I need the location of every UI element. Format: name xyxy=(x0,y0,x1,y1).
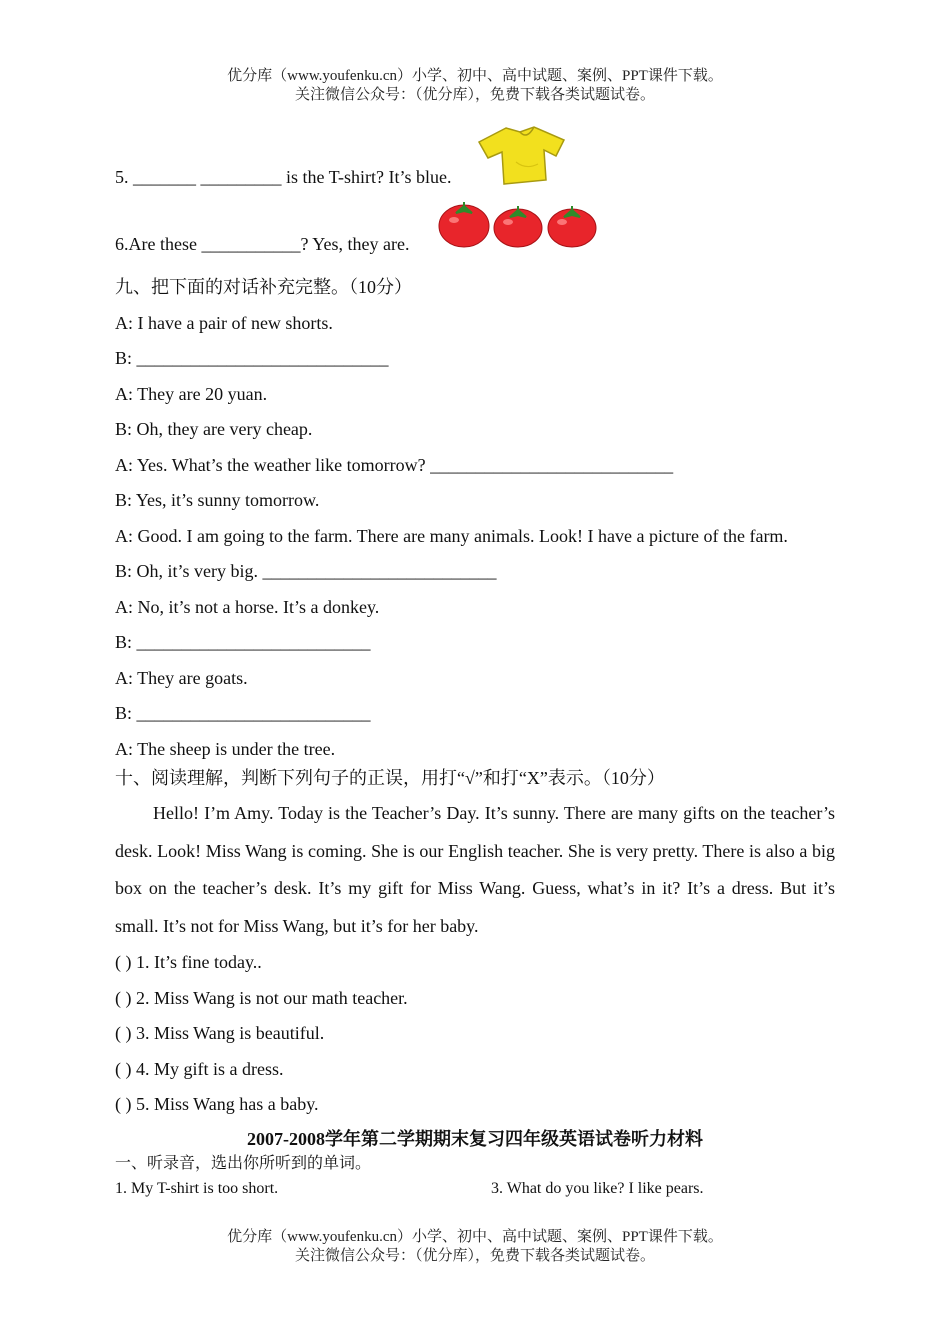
page-footer-line-2: 关注微信公众号：（优分库），免费下载各类试题试卷。 xyxy=(294,1248,655,1264)
reading-passage: Hello! I’m Amy. Today is the Teacher’s Day. It’s sunny. There are many gifts on the teacher’s desk. Look! Miss Wang is coming. She is our English teacher. She is very pretty. There is also a big box on the teacher’s desk. It’s my gift for Miss Wang. Guess, what’s in it? It’s a dress. But it’s small. It’s not for Miss Wang, but it’s for her baby. xyxy=(115,803,835,936)
page-header-line-1: 优分库（www.youfenku.cn）小学、初中、高中试题、案例、PPT课件下载。 xyxy=(227,68,723,84)
dialog-line: B: Oh, it’s very big. __________________________ xyxy=(115,561,497,581)
tomato-2 xyxy=(494,206,542,247)
dialog-line: B: __________________________ xyxy=(115,703,371,723)
dialog-line: B: Yes, it’s sunny tomorrow. xyxy=(115,490,320,510)
section-10-title: 十、阅读理解，判断下列句子的正误，用打“√”和打“X”表示。（10分） xyxy=(115,768,665,788)
page-footer-line-1: 优分库（www.youfenku.cn）小学、初中、高中试题、案例、PPT课件下载。 xyxy=(227,1229,723,1245)
listening-subtitle: 一、听录音，选出你所听到的单词。 xyxy=(115,1155,372,1172)
dialog-line: A: I have a pair of new shorts. xyxy=(115,313,333,333)
dialog-line: A: No, it’s not a horse. It’s a donkey. xyxy=(115,597,380,617)
section-9-title: 九、把下面的对话补充完整。（10分） xyxy=(115,277,412,297)
tomato-1 xyxy=(439,202,489,247)
dialog-line: A: They are goats. xyxy=(115,668,248,688)
true-false-item: ( ) 4. My gift is a dress. xyxy=(115,1059,284,1079)
dialog-line: B: Oh, they are very cheap. xyxy=(115,419,313,439)
tshirt-image xyxy=(476,122,568,186)
tomatoes-image xyxy=(436,198,600,250)
dialog-line: A: The sheep is under the tree. xyxy=(115,739,336,759)
dialog-line: A: They are 20 yuan. xyxy=(115,384,268,404)
dialog-line: B: __________________________ xyxy=(115,632,371,652)
true-false-item: ( ) 2. Miss Wang is not our math teacher. xyxy=(115,988,408,1008)
listening-item-3: 3. What do you like? I like pears. xyxy=(491,1180,704,1197)
question-6: 6.Are these ___________? Yes, they are. xyxy=(115,234,410,254)
listening-item-1: 1. My T-shirt is too short. xyxy=(115,1180,279,1197)
dialog-line: A: Yes. What’s the weather like tomorrow? ___________________________ xyxy=(115,455,674,475)
question-5: 5. _______ _________ is the T-shirt? It’s blue. xyxy=(115,167,452,187)
true-false-item: ( ) 1. It’s fine today.. xyxy=(115,952,262,972)
dialog-line: A: Good. I am going to the farm. There are many animals. Look! I have a picture of the farm. xyxy=(115,526,788,546)
tomato-3 xyxy=(548,206,596,247)
dialog-line: B: ____________________________ xyxy=(115,348,389,368)
listening-title: 2007-2008学年第二学期期末复习四年级英语试卷听力材料 xyxy=(247,1129,703,1149)
true-false-item: ( ) 5. Miss Wang has a baby. xyxy=(115,1094,319,1114)
page-header-line-2: 关注微信公众号：（优分库），免费下载各类试题试卷。 xyxy=(294,87,655,103)
true-false-item: ( ) 3. Miss Wang is beautiful. xyxy=(115,1023,325,1043)
